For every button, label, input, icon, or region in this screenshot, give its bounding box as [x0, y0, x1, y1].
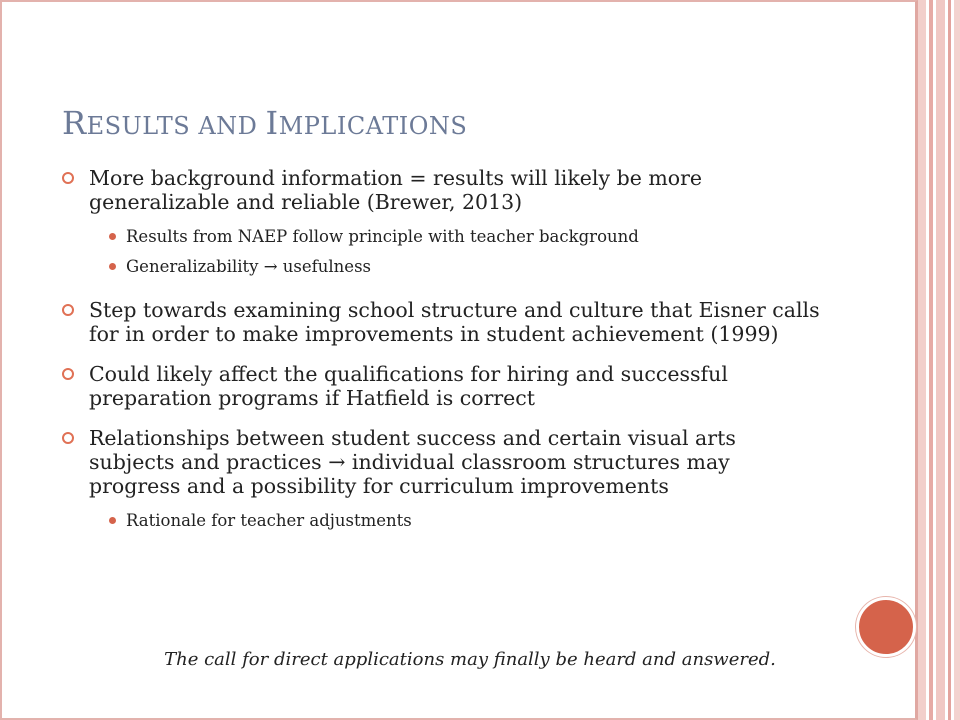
bullet-item [62, 426, 822, 536]
dot-bullet-icon [109, 517, 116, 524]
sub-bullet-text: Results from NAEP follow principle with teacher background [126, 227, 639, 246]
sub-bullet-item [89, 252, 822, 282]
sub-list [89, 506, 822, 536]
sub-bullet-item [89, 506, 822, 536]
sub-bullet-item [89, 222, 822, 252]
circle-bullet-icon [62, 304, 74, 316]
bullet-item [62, 362, 822, 410]
sub-bullet-text: Generalizability → usefulness [126, 257, 372, 276]
bullet-text: Step towards examining school structure and culture that Eisner calls for in order to make improvements in student achievement (1999) [89, 298, 820, 346]
slide-title: RESULTS AND IMPLICATIONS [62, 104, 468, 142]
accent-circle [856, 597, 916, 657]
bullet-item [62, 166, 822, 282]
bullet-text: Could likely affect the qualifications for hiring and successful preparation programs if Hatfield is correct [89, 362, 728, 410]
circle-bullet-icon [62, 172, 74, 184]
decorative-stripes [918, 0, 960, 720]
bullet-list [62, 166, 822, 536]
bullet-item [62, 298, 822, 346]
circle-bullet-icon [62, 368, 74, 380]
sub-bullet-text: Rationale for teacher adjustments [126, 511, 412, 530]
bullet-text: Relationships between student success and certain visual arts subjects and practices → individual classroom structures may progress and a possibility for curriculum improvements [89, 426, 736, 498]
bullet-text: More background information = results will likely be more generalizable and reliable (Brewer, 2013) [89, 166, 703, 214]
dot-bullet-icon [109, 233, 116, 240]
conclusion-text: The call for direct applications may finally be heard and answered. [164, 649, 776, 670]
circle-bullet-icon [62, 432, 74, 444]
sub-list [89, 222, 822, 282]
dot-bullet-icon [109, 263, 116, 270]
